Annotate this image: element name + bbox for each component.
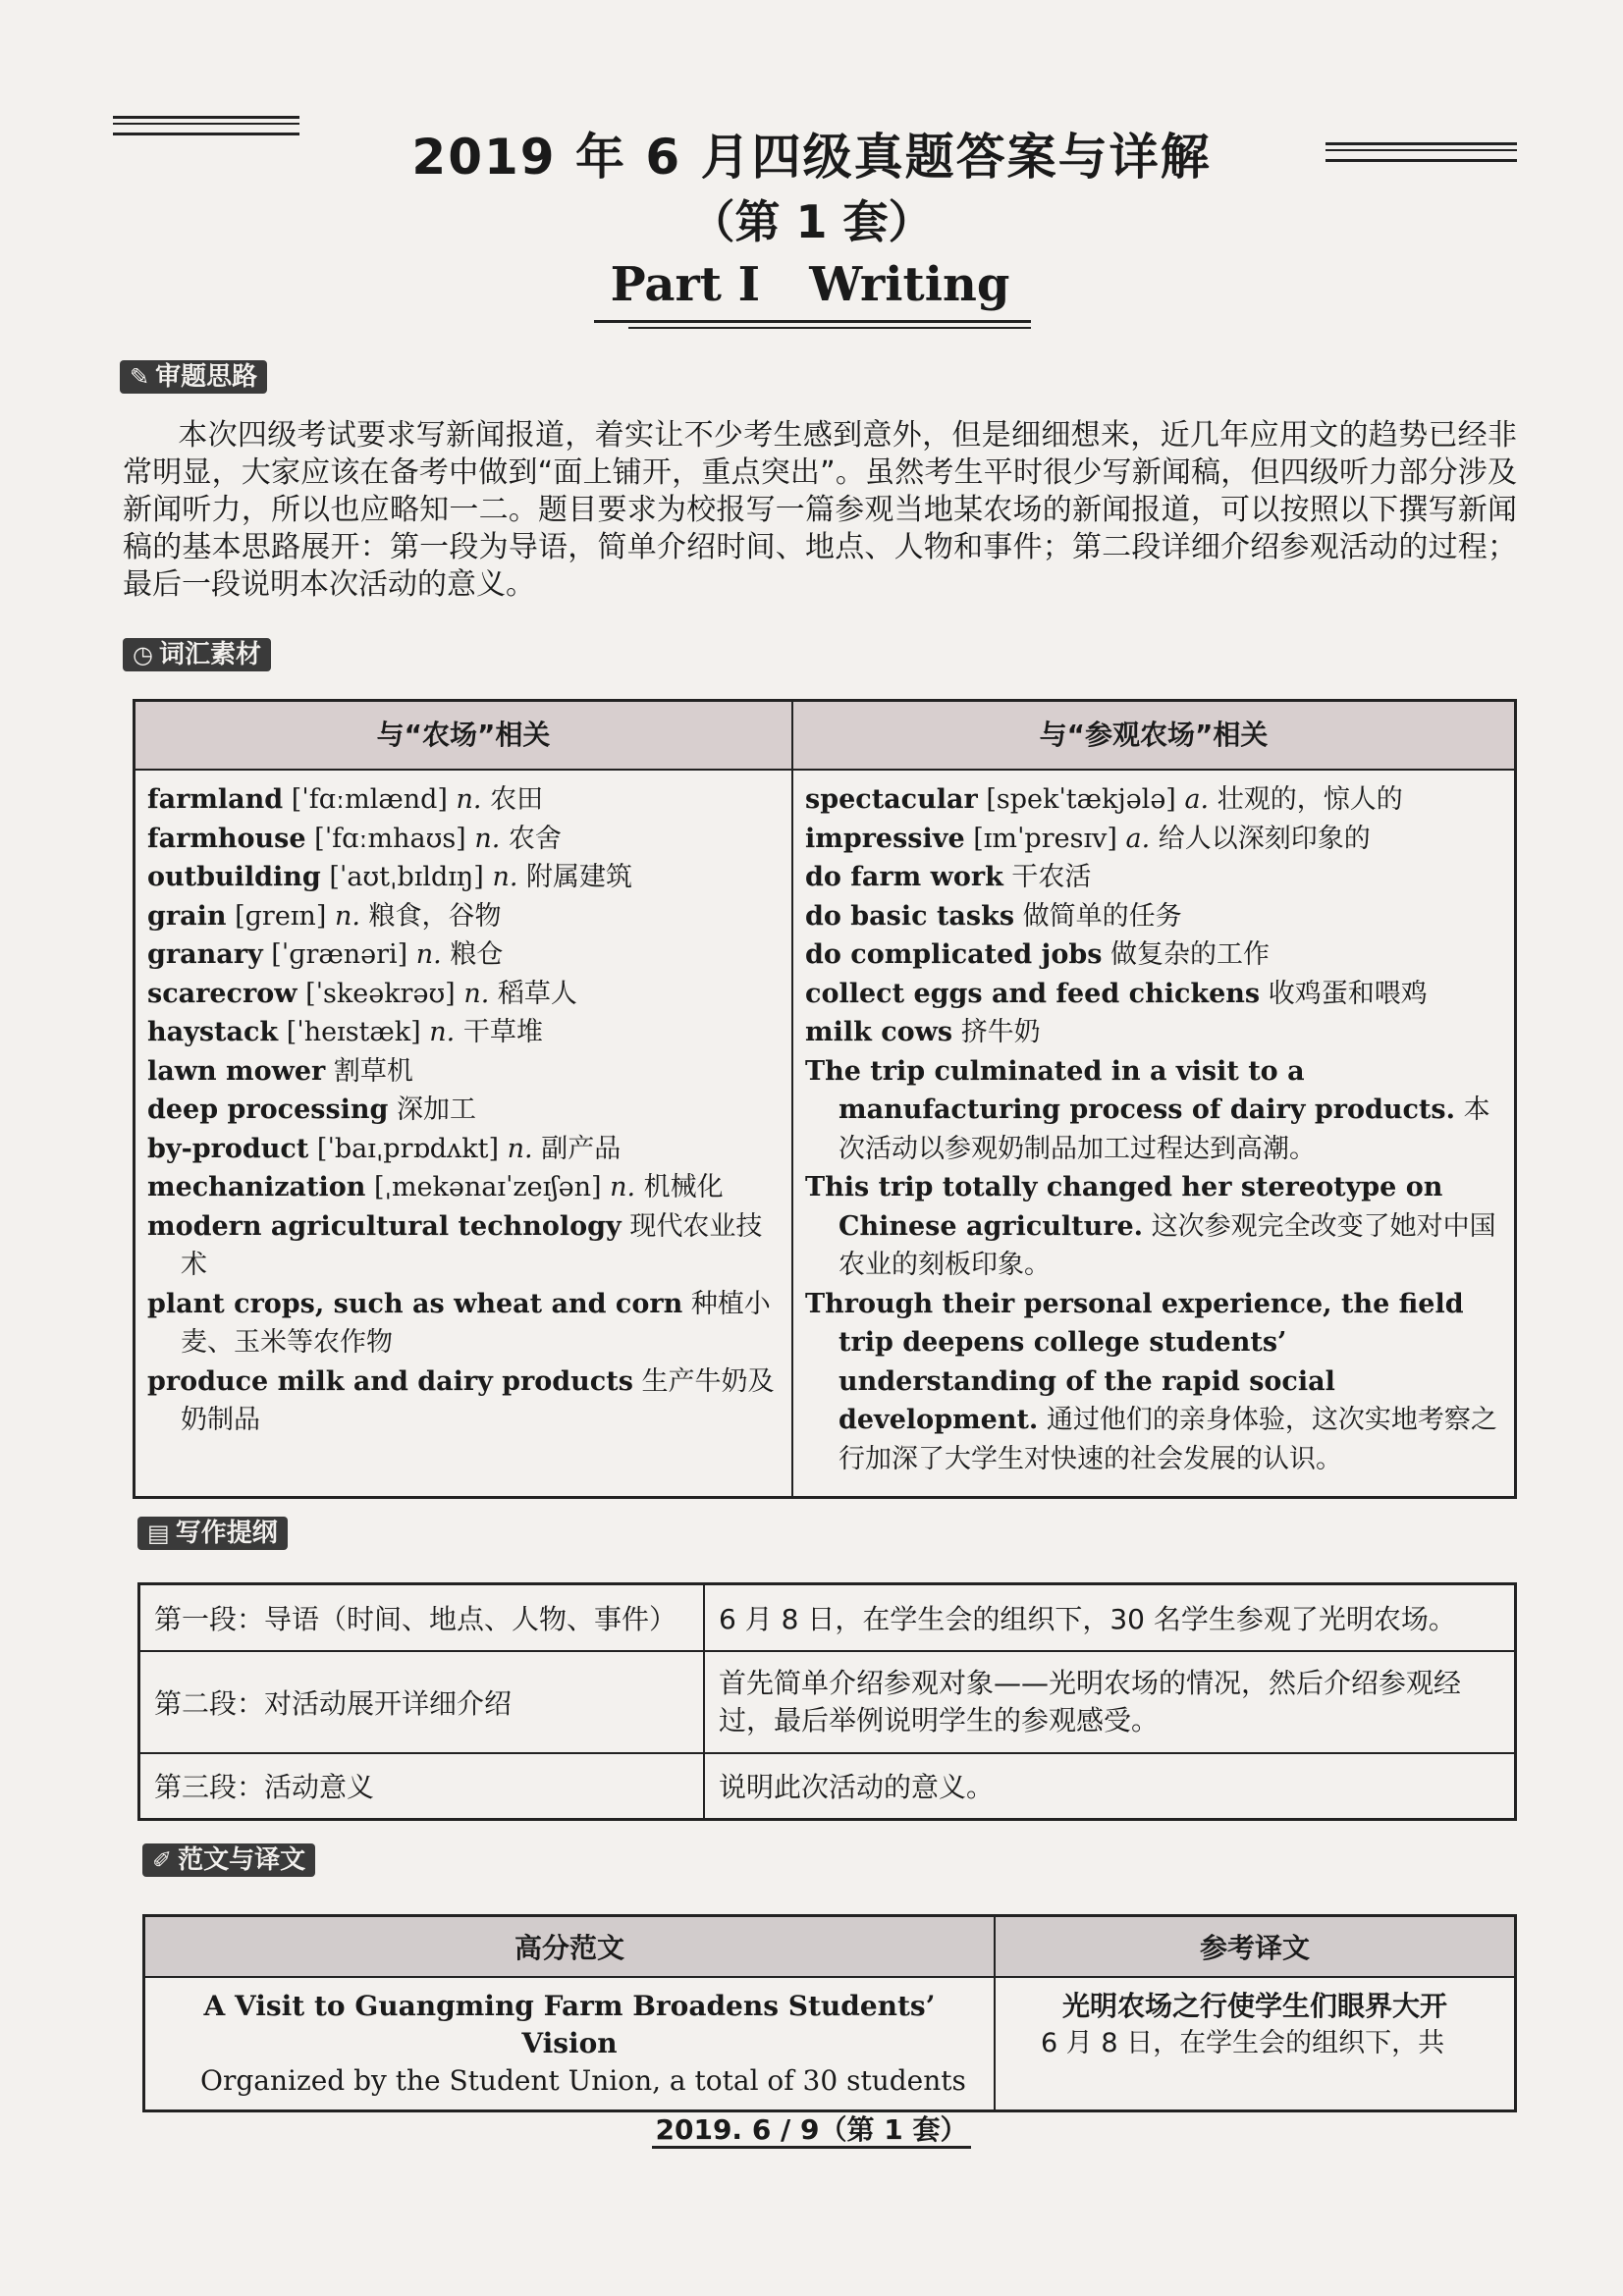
vocab-term: granary bbox=[147, 939, 263, 970]
analysis-text: 本次四级考试要求写新闻报道，着实让不少考生感到意外，但是细细想来，近几年应用文的趋势已经非常明显，大家应该在备考中做到“面上铺开，重点突出”。虽然考生平时很少写新闻稿，但四级听力部分涉及新闻听力，所以也应略知一二。题目要求为校报写一篇参观当地某农场的新闻报道，可以按照以下撰写新闻稿的基本思路展开：第一段为导语，简单介绍时间、地点、人物和事件；第二段详细介绍参观活动的过程；最后一段说明本次活动的意义。 bbox=[123, 418, 1517, 602]
vocab-meaning: 机械化 bbox=[643, 1172, 724, 1202]
vocab-pos: n. bbox=[492, 862, 518, 892]
vocab-term: spectacular bbox=[805, 784, 978, 815]
vocab-term: This trip totally changed her stereotype on Chinese agriculture. bbox=[805, 1172, 1443, 1242]
vocab-left-column bbox=[147, 780, 784, 1440]
vocab-item bbox=[147, 1207, 784, 1285]
outline-tag bbox=[137, 1517, 288, 1550]
vocab-item bbox=[147, 1285, 784, 1362]
analysis-tag bbox=[120, 360, 267, 394]
vocab-term: plant crops, such as wheat and corn bbox=[147, 1288, 683, 1319]
vocab-term: milk cows bbox=[805, 1017, 953, 1047]
vocab-item bbox=[805, 935, 1504, 975]
clock-icon: ◷ bbox=[133, 641, 153, 668]
outline-row bbox=[139, 1651, 1516, 1753]
vocab-meaning: 本次活动以参观奶制品加工过程达到高潮。 bbox=[839, 1095, 1490, 1164]
vocab-meaning: 收鸡蛋和喂鸡 bbox=[1268, 978, 1428, 1009]
vocab-term: lawn mower bbox=[147, 1055, 326, 1087]
vocab-term: deep processing bbox=[147, 1095, 389, 1125]
outline-value: 说明此次活动的意义。 bbox=[704, 1753, 1516, 1820]
vocab-item bbox=[805, 1285, 1504, 1479]
vocab-meaning: 做复杂的工作 bbox=[1110, 939, 1271, 970]
vocab-pos: a. bbox=[1125, 823, 1151, 854]
part-heading: Part I Writing bbox=[610, 257, 1010, 312]
outline-table bbox=[137, 1582, 1517, 1821]
vocab-pos: n. bbox=[334, 900, 360, 932]
essay-title-zh: 光明农场之行使学生们眼界大开 bbox=[1061, 1990, 1447, 2022]
vocab-pos: n. bbox=[507, 1133, 533, 1164]
vocab-term: modern agricultural technology bbox=[147, 1210, 622, 1242]
vocab-phonetic: [ˈfɑːmhaʊs] bbox=[314, 823, 466, 854]
vocab-item bbox=[805, 1052, 1504, 1169]
outline-key: 第三段：活动意义 bbox=[139, 1753, 705, 1820]
vocab-meaning: 壮观的，惊人的 bbox=[1217, 784, 1403, 815]
vocab-item bbox=[805, 1013, 1504, 1052]
document-icon: ▤ bbox=[147, 1520, 170, 1547]
vocab-term: outbuilding bbox=[147, 862, 321, 892]
vocab-pos: n. bbox=[429, 1017, 456, 1047]
essay-tag bbox=[142, 1843, 315, 1877]
essay-zh-cell bbox=[995, 1977, 1516, 2111]
vocab-phonetic: [ˈbaɪˌprɒdʌkt] bbox=[316, 1133, 500, 1164]
outline-tag-label: 写作提纲 bbox=[175, 1519, 278, 1548]
essay-en-cell bbox=[144, 1977, 996, 2111]
vocab-item bbox=[805, 858, 1504, 897]
vocab-term: farmhouse bbox=[147, 823, 306, 854]
vocab-item bbox=[805, 820, 1504, 859]
part-underline bbox=[594, 320, 1031, 323]
essay-header-zh: 参考译文 bbox=[995, 1916, 1516, 1978]
vocab-header-visit: 与“参观农场”相关 bbox=[793, 702, 1514, 769]
essay-table bbox=[142, 1914, 1517, 2112]
vocab-meaning: 种植小麦、玉米等农作物 bbox=[181, 1288, 771, 1358]
vocab-meaning: 粮食，谷物 bbox=[368, 900, 502, 932]
vocab-pos: n. bbox=[415, 939, 442, 970]
vocab-phonetic: [ˈɡrænəri] bbox=[271, 939, 408, 970]
vocab-meaning: 副产品 bbox=[541, 1133, 622, 1164]
vocab-meaning: 粮仓 bbox=[450, 939, 504, 970]
vocab-item bbox=[147, 1091, 784, 1130]
outline-row bbox=[139, 1753, 1516, 1820]
vocab-item bbox=[805, 780, 1504, 820]
vocab-term: haystack bbox=[147, 1017, 279, 1047]
vocab-item bbox=[805, 975, 1504, 1014]
essay-body-zh: 6 月 8 日，在学生会的组织下，共 bbox=[1041, 2028, 1445, 2058]
vocab-meaning: 深加工 bbox=[397, 1095, 477, 1125]
vocab-item bbox=[147, 1362, 784, 1440]
vocab-header-rule bbox=[135, 769, 1514, 771]
vocab-column-divider bbox=[791, 702, 793, 1496]
vocab-header-farm: 与“农场”相关 bbox=[135, 702, 793, 769]
vocab-term: produce milk and dairy products bbox=[147, 1365, 633, 1397]
essay-title-en: A Visit to Guangming Farm Broadens Students’ Vision bbox=[203, 1990, 936, 2059]
vocab-right-column bbox=[805, 780, 1504, 1478]
vocab-meaning: 给人以深刻印象的 bbox=[1158, 823, 1371, 854]
vocab-pos: n. bbox=[474, 823, 501, 854]
vocab-term: grain bbox=[147, 900, 227, 932]
page-subtitle: （第 1 套） bbox=[689, 195, 934, 248]
vocab-meaning: 干农活 bbox=[1011, 862, 1092, 892]
vocab-term: mechanization bbox=[147, 1172, 366, 1202]
vocab-item bbox=[805, 897, 1504, 936]
vocab-term: do farm work bbox=[805, 862, 1003, 892]
vocab-item bbox=[147, 1013, 784, 1052]
vocab-term: farmland bbox=[147, 784, 284, 815]
pen-icon: ✎ bbox=[130, 363, 150, 391]
vocab-phonetic: [ˈheɪstæk] bbox=[286, 1017, 421, 1047]
page-title: 2019 年 6 月四级真题答案与详解 bbox=[411, 129, 1212, 186]
vocab-phonetic: [spekˈtækjələ] bbox=[986, 784, 1176, 815]
outline-row bbox=[139, 1584, 1516, 1651]
page-footer bbox=[0, 2109, 1623, 2148]
vocab-term: collect eggs and feed chickens bbox=[805, 978, 1261, 1009]
vocab-item bbox=[147, 935, 784, 975]
vocab-phonetic: [ˈaʊtˌbɪldɪŋ] bbox=[329, 862, 484, 892]
analysis-tag-label: 审题思路 bbox=[155, 362, 258, 392]
vocab-meaning: 附属建筑 bbox=[526, 862, 633, 892]
vocab-meaning: 这次参观完全改变了她对中国农业的刻板印象。 bbox=[839, 1210, 1496, 1280]
vocab-phonetic: [ˌmekənaɪˈzeɪʃən] bbox=[374, 1172, 602, 1202]
outline-key: 第二段：对活动展开详细介绍 bbox=[139, 1651, 705, 1753]
analysis-paragraph bbox=[123, 417, 1517, 604]
vocab-meaning: 割草机 bbox=[333, 1055, 413, 1087]
vocab-meaning: 农舍 bbox=[508, 823, 562, 854]
vocab-tag bbox=[123, 638, 271, 671]
vocab-meaning: 生产牛奶及奶制品 bbox=[181, 1365, 775, 1435]
vocab-phonetic: [ˈfɑːmlænd] bbox=[291, 784, 448, 815]
vocab-meaning: 挤牛奶 bbox=[960, 1017, 1041, 1047]
vocab-meaning: 农田 bbox=[490, 784, 544, 815]
vocab-pos: n. bbox=[610, 1172, 636, 1202]
vocab-term: Through their personal experience, the field trip deepens college students’ understanding of the rapid social development. bbox=[805, 1288, 1464, 1435]
vocab-phonetic: [ˈskeəkrəʊ] bbox=[305, 978, 456, 1009]
vocab-term: scarecrow bbox=[147, 978, 298, 1009]
part-underline-2 bbox=[628, 327, 1031, 329]
vocab-pos: a. bbox=[1184, 784, 1210, 815]
vocab-term: The trip culminated in a visit to a manufacturing process of dairy products. bbox=[805, 1055, 1456, 1125]
vocab-phonetic: [ɪmˈpresɪv] bbox=[973, 823, 1117, 854]
vocab-meaning: 做简单的任务 bbox=[1022, 900, 1182, 932]
vocab-item bbox=[147, 780, 784, 820]
outline-value: 6 月 8 日，在学生会的组织下，30 名学生参观了光明农场。 bbox=[704, 1584, 1516, 1651]
vocab-tag-label: 词汇素材 bbox=[158, 640, 261, 669]
vocab-meaning: 现代农业技术 bbox=[181, 1210, 763, 1280]
book-icon: ✐ bbox=[152, 1846, 173, 1874]
vocab-meaning: 通过他们的亲身体验，这次实地考察之行加深了大学生对快速的社会发展的认识。 bbox=[839, 1405, 1497, 1474]
essay-tag-label: 范文与译文 bbox=[178, 1845, 306, 1875]
footer-text: 2019. 6 / 9（第 1 套） bbox=[652, 2113, 972, 2149]
vocab-term: do basic tasks bbox=[805, 900, 1015, 932]
essay-body-en: Organized by the Student Union, a total of 30 students bbox=[200, 2064, 966, 2097]
outline-value: 首先简单介绍参观对象——光明农场的情况，然后介绍参观经过，最后举例说明学生的参观感受。 bbox=[704, 1651, 1516, 1753]
vocab-meaning: 干草堆 bbox=[462, 1017, 543, 1047]
vocab-item bbox=[147, 1052, 784, 1092]
vocab-item bbox=[147, 820, 784, 859]
vocab-meaning: 稻草人 bbox=[497, 978, 577, 1009]
vocab-item bbox=[147, 975, 784, 1014]
vocab-term: do complicated jobs bbox=[805, 939, 1103, 970]
vocab-item bbox=[147, 1168, 784, 1207]
vocab-item bbox=[147, 1130, 784, 1169]
outline-key: 第一段：导语（时间、地点、人物、事件） bbox=[139, 1584, 705, 1651]
vocab-item bbox=[805, 1168, 1504, 1285]
vocab-pos: n. bbox=[463, 978, 490, 1009]
vocab-term: by-product bbox=[147, 1133, 309, 1164]
vocab-phonetic: [ɡreɪn] bbox=[235, 900, 327, 932]
vocab-item bbox=[147, 897, 784, 936]
essay-header-en: 高分范文 bbox=[144, 1916, 996, 1978]
vocab-term: impressive bbox=[805, 823, 965, 854]
vocab-table bbox=[133, 699, 1517, 1499]
vocab-item bbox=[147, 858, 784, 897]
vocab-pos: n. bbox=[456, 784, 482, 815]
